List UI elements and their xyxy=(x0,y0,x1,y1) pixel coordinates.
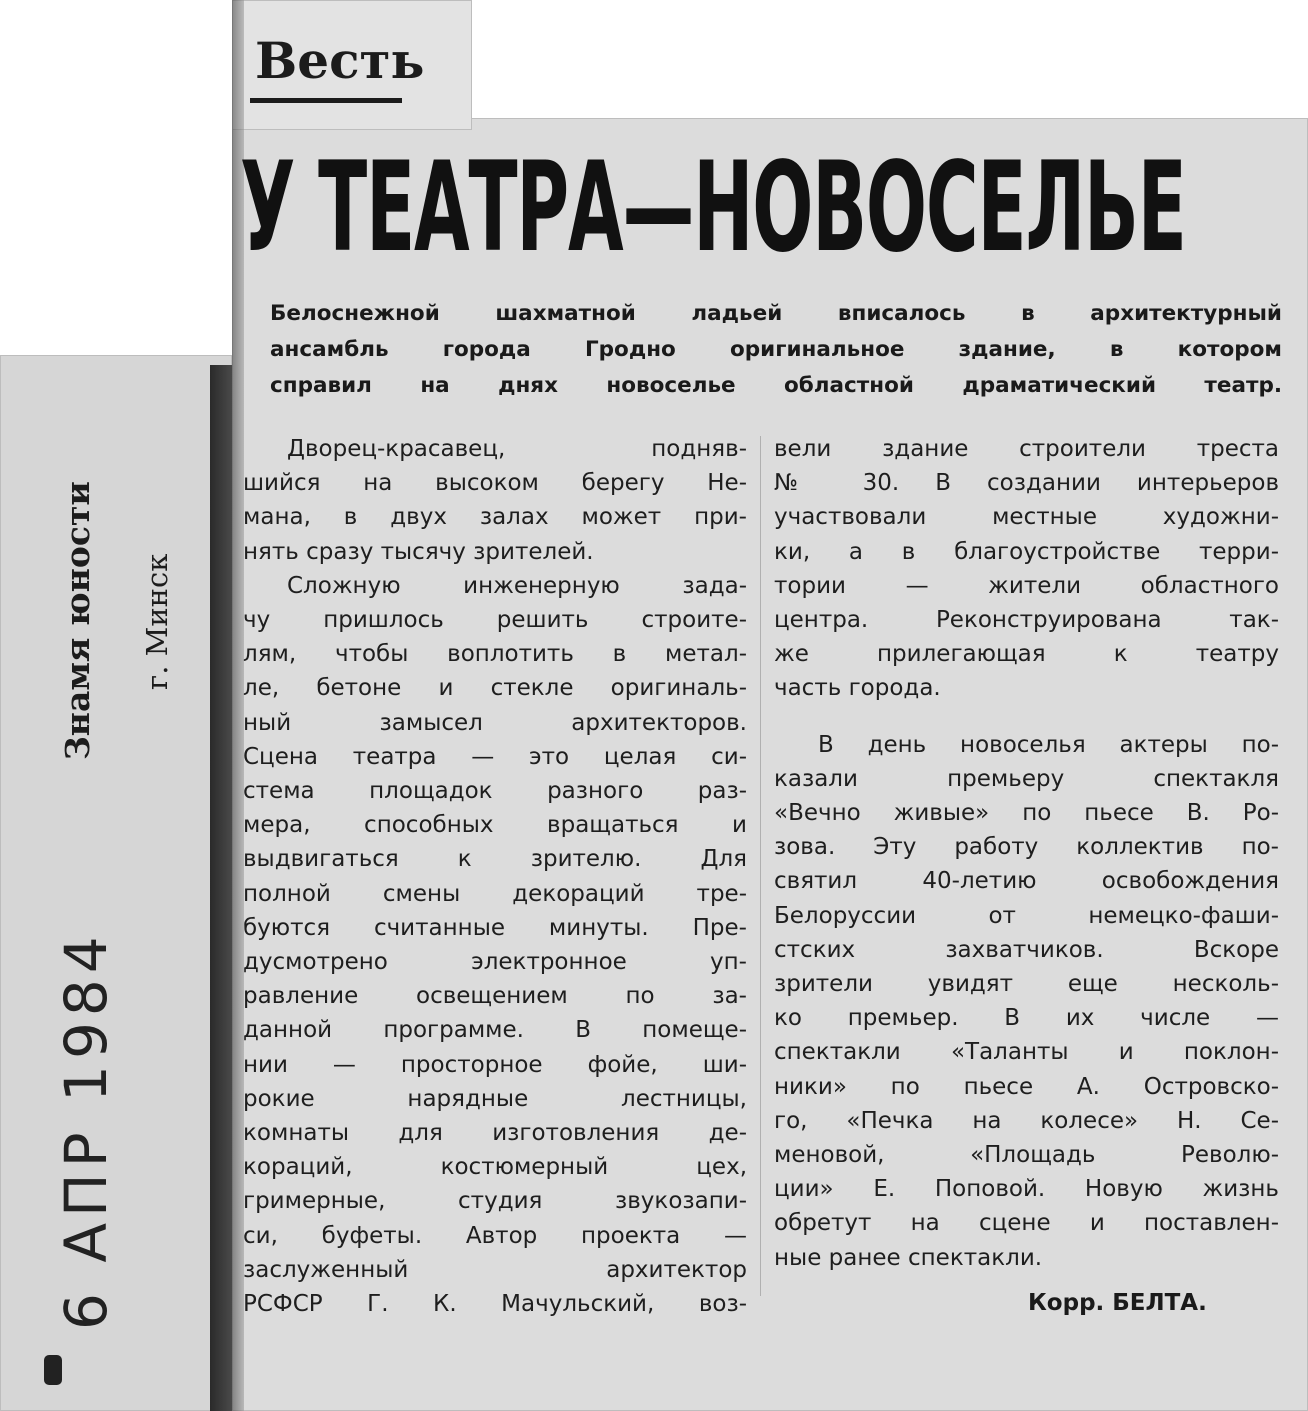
text-line: святил 40-летию освобождения xyxy=(774,868,1279,895)
lead-line: Белоснежной шахматной ладьей вписалось в архитектурный xyxy=(270,301,1282,326)
text-line: выдвигаться к зрителю. Для xyxy=(243,846,747,873)
rubric-underline xyxy=(250,98,402,103)
text-line: мана, в двух залах может при- xyxy=(243,504,747,531)
text-line: мера, способных вращаться и xyxy=(243,812,747,839)
text-line: го, «Печка на колесе» Н. Се- xyxy=(774,1107,1279,1134)
text-line: спектакли «Таланты и поклон- xyxy=(774,1039,1279,1066)
text-line: ные ранее спектакли. xyxy=(774,1244,1043,1271)
text-line: «Вечно живые» по пьесе В. Ро- xyxy=(774,800,1279,827)
text-line: полной смены декораций тре- xyxy=(243,880,747,907)
text-line: ко премьер. В их числе — xyxy=(774,1005,1279,1032)
text-line: обретут на сцене и поставлен- xyxy=(774,1210,1279,1237)
text-line: равление освещением по за- xyxy=(243,983,747,1010)
text-line: РСФСР Г. К. Мачульский, воз- xyxy=(243,1291,747,1318)
text-line: Белоруссии от немецко-фаши- xyxy=(774,902,1279,929)
text-line: си, буфеты. Автор проекта — xyxy=(243,1222,747,1249)
text-line: часть города. xyxy=(774,675,941,702)
text-line: участвовали местные художни- xyxy=(774,504,1279,531)
text-line: В день новоселья актеры по- xyxy=(818,731,1279,758)
article-column-right xyxy=(774,432,1279,1275)
text-line: стема площадок разного раз- xyxy=(243,778,747,805)
date-stamp: 6 АПР 1984 xyxy=(52,930,120,1330)
text-line: дусмотрено электронное уп- xyxy=(243,949,747,976)
text-line: ле, бетоне и стекле оригиналь- xyxy=(243,675,747,702)
text-line: зрители увидят еще несколь- xyxy=(774,971,1279,998)
text-line: Сцена театра — это целая си- xyxy=(243,743,747,770)
text-line: гримерные, студия звукозапи- xyxy=(243,1188,747,1215)
strip-shadow xyxy=(210,365,232,1411)
text-line: № 30. В создании интерьеров xyxy=(774,470,1279,497)
text-line: же прилегающая к театру xyxy=(774,641,1279,668)
text-line: Дворец-красавец, подняв- xyxy=(287,436,747,462)
text-line: зова. Эту работу коллектив по- xyxy=(774,834,1279,861)
text-line: казали премьеру спектакля xyxy=(774,765,1279,792)
text-line: вели здание строители треста xyxy=(774,436,1279,462)
text-line: шийся на высоком берегу Не- xyxy=(243,470,747,497)
text-line: буются считанные минуты. Пре- xyxy=(243,914,747,941)
text-line: стских захватчиков. Вскоре xyxy=(774,936,1279,963)
text-line: лям, чтобы воплотить в метал- xyxy=(243,641,747,668)
article-signature: Корр. БЕЛТА. xyxy=(1028,1290,1207,1316)
paragraph-gap xyxy=(774,706,1279,728)
text-line: чу пришлось решить строите- xyxy=(243,607,747,634)
text-line: ный замысел архитекторов. xyxy=(243,709,747,736)
text-line: тории — жители областного xyxy=(774,572,1279,599)
text-line: рокие нарядные лестницы, xyxy=(243,1085,747,1112)
text-line: нии — просторное фойе, ши- xyxy=(243,1051,747,1078)
column-divider xyxy=(760,436,761,1296)
text-line: центра. Реконструирована так- xyxy=(774,607,1279,634)
rubric-label: Весть xyxy=(255,31,425,90)
text-line: меновой, «Площадь Револю- xyxy=(774,1142,1279,1169)
text-line: комнаты для изготовления де- xyxy=(243,1120,747,1147)
newspaper-name: Знамя юности xyxy=(58,481,97,760)
newspaper-city: г. Минск xyxy=(140,553,174,690)
text-line: заслуженный архитектор xyxy=(243,1256,747,1283)
text-line: ции» Е. Поповой. Новую жизнь xyxy=(774,1176,1279,1203)
text-line: ки, а в благоустройстве терри- xyxy=(774,538,1279,565)
article-column-left xyxy=(243,432,747,1321)
ink-mark xyxy=(44,1355,62,1385)
article-lead xyxy=(270,296,1282,404)
text-line: кораций, костюмерный цех, xyxy=(243,1154,747,1181)
lead-line: справил на днях новоселье областной драматический театр. xyxy=(270,373,1282,398)
lead-line: ансамбль города Гродно оригинальное здание, в котором xyxy=(270,337,1282,362)
text-line: данной программе. В помеще- xyxy=(243,1017,747,1044)
text-line: Сложную инженерную зада- xyxy=(287,572,747,599)
text-line: нять сразу тысячу зрителей. xyxy=(243,538,594,565)
article-headline: У ТЕАТРА—НОВОСЕЛЬЕ xyxy=(240,136,1186,280)
text-line: ники» по пьесе А. Островско- xyxy=(774,1073,1279,1100)
